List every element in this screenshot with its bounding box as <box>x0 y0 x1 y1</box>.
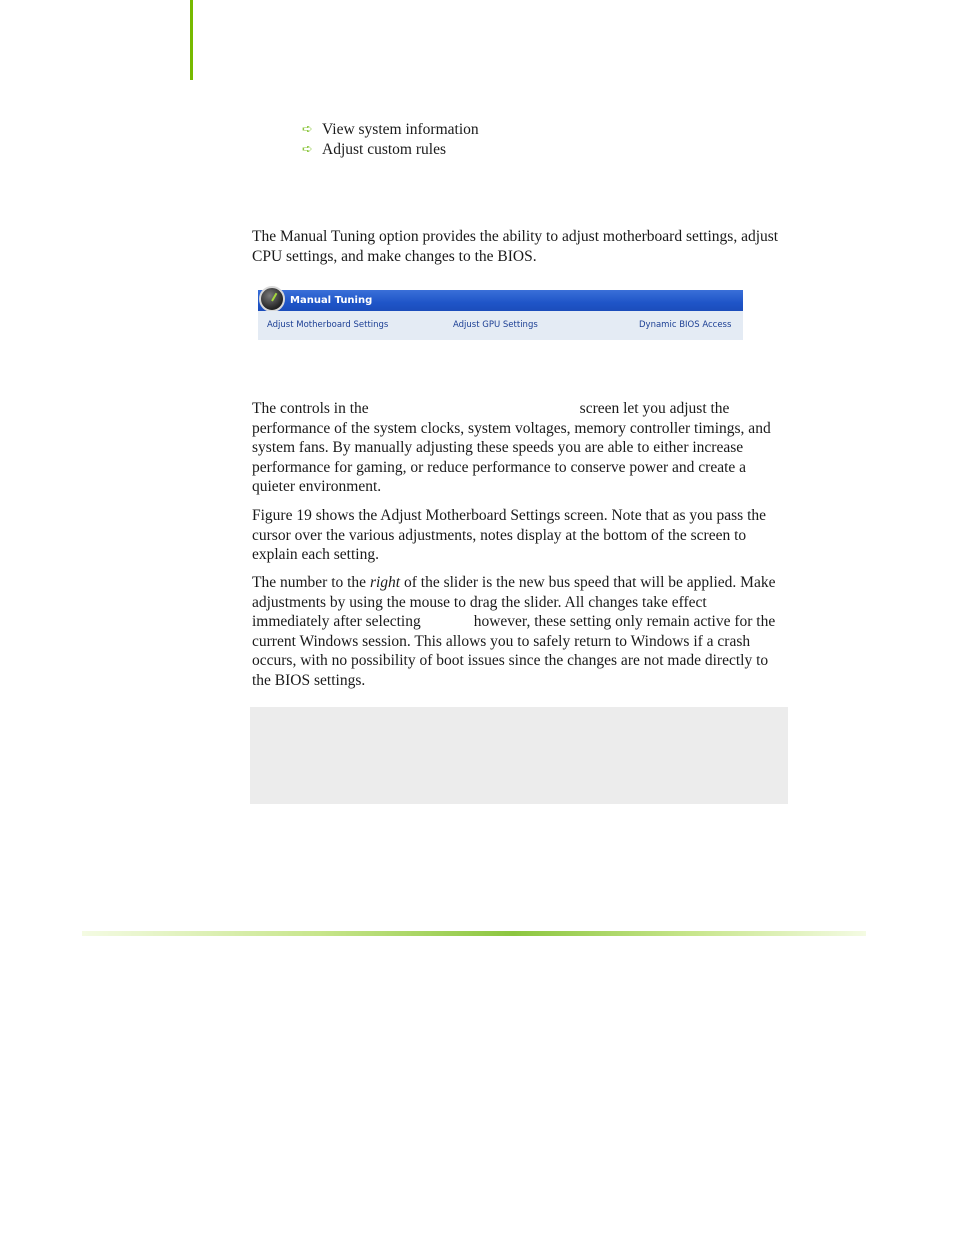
controls-text-1: The controls in the <box>252 400 369 417</box>
intro-paragraph: The Manual Tuning option provides the ability to adjust motherboard settings, adjust CPU settings, and make changes to the BIOS. <box>252 228 779 265</box>
slider-emphasis: right <box>369 574 401 591</box>
arrow-bullet-icon: ➪ <box>302 122 313 137</box>
controls-text-2: screen let you adjust the performance of the system clocks, system voltages, memory controller timings, and system fans. By manually adjusting these speeds you are able to either increase performance for gaming, or reduce performance to conserve power and create a quieter environment. <box>252 400 771 495</box>
slider-text-2: of the slider is the new bus speed that will be applied. Make adjustments by using the mouse to drag the slider. All changes take effect immediately after selecting <box>252 574 776 630</box>
speedometer-icon <box>259 286 285 312</box>
feature-list <box>302 120 479 160</box>
list-item <box>302 120 479 140</box>
footer-rule <box>82 931 866 936</box>
manual-tuning-title: Manual Tuning <box>290 295 373 306</box>
slider-paragraph <box>252 573 784 690</box>
adjust-motherboard-settings-link[interactable]: Adjust Motherboard Settings <box>267 320 389 330</box>
manual-tuning-header <box>258 290 743 311</box>
slider-text-3: however, these setting only remain active for the current Windows session. This allows you to safely return to Windows if a crash occurs, with no possibility of boot issues since the changes are not made directly to the BIOS settings. <box>252 613 776 689</box>
figure-paragraph: Figure 19 shows the Adjust Motherboard Settings screen. Note that as you pass the cursor over the various adjustments, notes display at the bottom of the screen to explain each setting. <box>252 507 767 563</box>
arrow-bullet-icon: ➪ <box>302 142 313 157</box>
adjust-gpu-settings-link[interactable]: Adjust GPU Settings <box>453 320 538 330</box>
list-item <box>302 140 479 160</box>
dynamic-bios-access-link[interactable]: Dynamic BIOS Access <box>639 320 732 330</box>
manual-tuning-panel <box>258 290 743 340</box>
manual-tuning-nav <box>258 311 743 340</box>
top-accent-rule <box>190 0 193 80</box>
note-box <box>250 707 788 804</box>
list-item-label: View system information <box>322 121 479 138</box>
list-item-label: Adjust custom rules <box>322 141 446 158</box>
slider-text-1: The number to the <box>252 574 367 591</box>
controls-paragraph <box>252 399 784 497</box>
